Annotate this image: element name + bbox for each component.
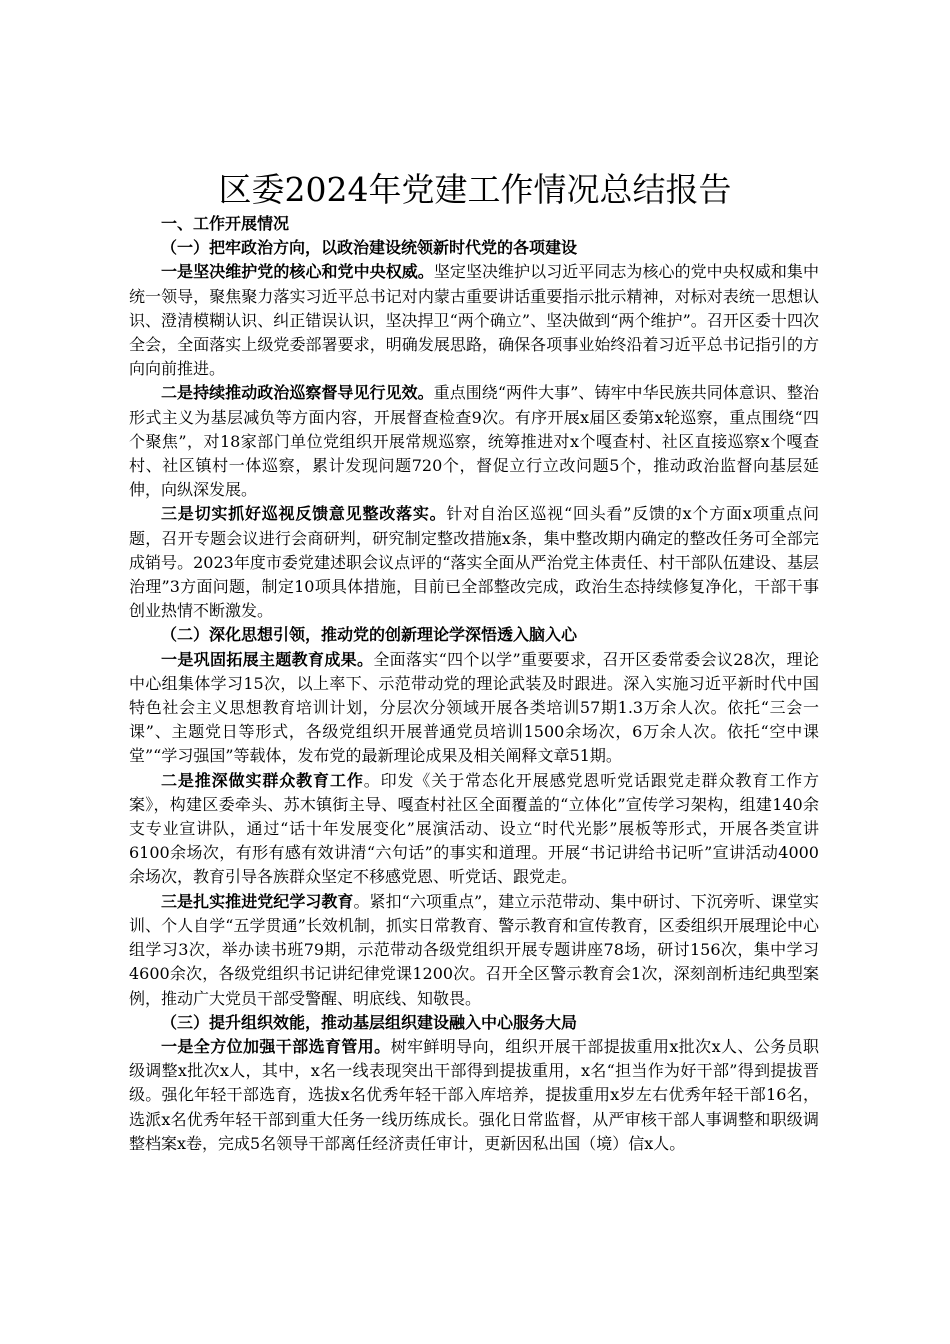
paragraph-body: 针对自治区巡视“回头看”反馈的x个方面x项重点问题，召开专题会议进行会商研判，研究制定整改措施x条，集中整改期内确定的整改任务可全部完成销号。2023年度市委党建述职会议点评的“落实全面从严治党主体责任、村干部队伍建设、基层治理”3方面问题，制定10项具体措施，目前已全部整改完成，政治生态持续修复净化，干部干事创业热情不断激发。 [129, 504, 819, 621]
paragraph-body: 全面落实“四个以学”重要要求，召开区委常委会议28次，理论中心组集体学习15次，以上率下、示范带动党的理论武装及时跟进。深入实施习近平新时代中国特色社会主义思想教育培训计划，分层次分领域开展各类培训57期1.3万余人次。依托“三会一课”、主题党日等形式，各级党组织开展普通党员培训1500余场次，6万余人次。依托“空中课堂”“学习强国”等载体，发布党的最新理论成果及相关阐释文章51期。 [129, 649, 819, 766]
subsection-heading-2: （二）深化思想引领，推动党的创新理论学深悟透入脑入心 [161, 625, 578, 645]
document-title: 区委2024年党建工作情况总结报告 [218, 170, 732, 209]
paragraph [129, 769, 819, 890]
paragraph-lead: 二是持续推动政治巡察督导见行见效。 [161, 383, 434, 403]
paragraph-lead: 一是巩固拓展主题教育成果。 [161, 649, 374, 669]
paragraph-lead: 三是切实抓好巡视反馈意见整改落实。 [161, 504, 447, 524]
paragraph-body: 。印发《关于常态化开展感党恩听党话跟党走群众教育工作方案》，构建区委牵头、苏木镇街主导、嘎查村社区全面覆盖的“立体化”宣传学习架构，组建140余支专业宣讲队，通过“话十年发展变化”展演活动、设立“时代光影”展板等形式，开展各类宣讲6100余场次，有形有感有效讲清“六句话”的事实和道理。开展“书记讲给书记听”宣讲活动4000余场次，教育引导各族群众坚定不移感党恩、听党话、跟党走。 [129, 770, 819, 887]
paragraph-body: 重点围绕“两件大事”、铸牢中华民族共同体意识、整治形式主义为基层减负等方面内容，开展督查检查9次。有序开展x届区委第x轮巡察，重点围绕“四个聚焦”，对18家部门单位党组织开展常规巡察，统筹推进对x个嘎查村、社区直接巡察x个嘎查村、社区镇村一体巡察，累计发现问题720个，督促立行立改问题5个，推动政治监督向基层延伸，向纵深发展。 [129, 383, 819, 500]
paragraph [129, 502, 819, 623]
paragraph-lead: 一是坚决维护党的核心和党中央权威。 [161, 262, 434, 282]
document-body [129, 212, 819, 1156]
paragraph [129, 260, 819, 381]
paragraph-body: 。紧扣“六项重点”，建立示范带动、集中研讨、下沉旁听、课堂实训、个人自学“五学贯通”长效机制，抓实日常教育、警示教育和宣传教育，区委组织开展理论中心组学习3次，举办读书班79期，示范带动各级党组织开展专题讲座78场，研讨156次，集中学习4600余次，各级党组织书记讲纪律党课1200次。召开全区警示教育会1次，深刻剖析违纪典型案例，推动广大党员干部受警醒、明底线、知敬畏。 [129, 891, 819, 1008]
paragraph-lead: 一是全方位加强干部选育管用。 [161, 1036, 391, 1056]
paragraph-lead: 二是推深做实群众教育工作 [161, 770, 364, 790]
paragraph-body: 树牢鲜明导向，组织开展干部提拔重用x批次x人、公务员职级调整x批次x人，其中，x名一线表现突出干部得到提拔重用，x名“担当作为好干部”得到提拔晋级。强化年轻干部选育，选拔x名优秀年轻干部入库培养，提拔重用x岁左右优秀年轻干部16名，选派x名优秀年轻干部到重大任务一线历练成长。强化日常监督，从严审核干部人事调整和职级调整档案x卷，完成5名领导干部离任经济责任审计，更新因私出国（境）信x人。 [129, 1036, 819, 1153]
paragraph [129, 890, 819, 1011]
paragraph-body: 坚定坚决维护以习近平同志为核心的党中央权威和集中统一领导，聚焦聚力落实习近平总书记对内蒙古重要讲话重要指示批示精神，对标对表统一思想认识、澄清模糊认识、纠正错误认识，坚决捍卫“两个确立”、坚决做到“两个维护”。召开区委十四次全会，全面落实上级党委部署要求，明确发展思路，确保各项事业始终沿着习近平总书记指引的方向向前推进。 [129, 262, 819, 379]
paragraph [129, 648, 819, 769]
subsection-heading-1: （一）把牢政治方向，以政治建设统领新时代党的各项建设 [161, 238, 578, 258]
paragraph [129, 1035, 819, 1156]
paragraph-lead: 三是扎实推进党纪学习教育 [161, 891, 354, 911]
subsection-heading-3: （三）提升组织效能，推动基层组织建设融入中心服务大局 [161, 1012, 578, 1032]
paragraph [129, 381, 819, 502]
section-heading-1: 一、工作开展情况 [161, 214, 290, 233]
